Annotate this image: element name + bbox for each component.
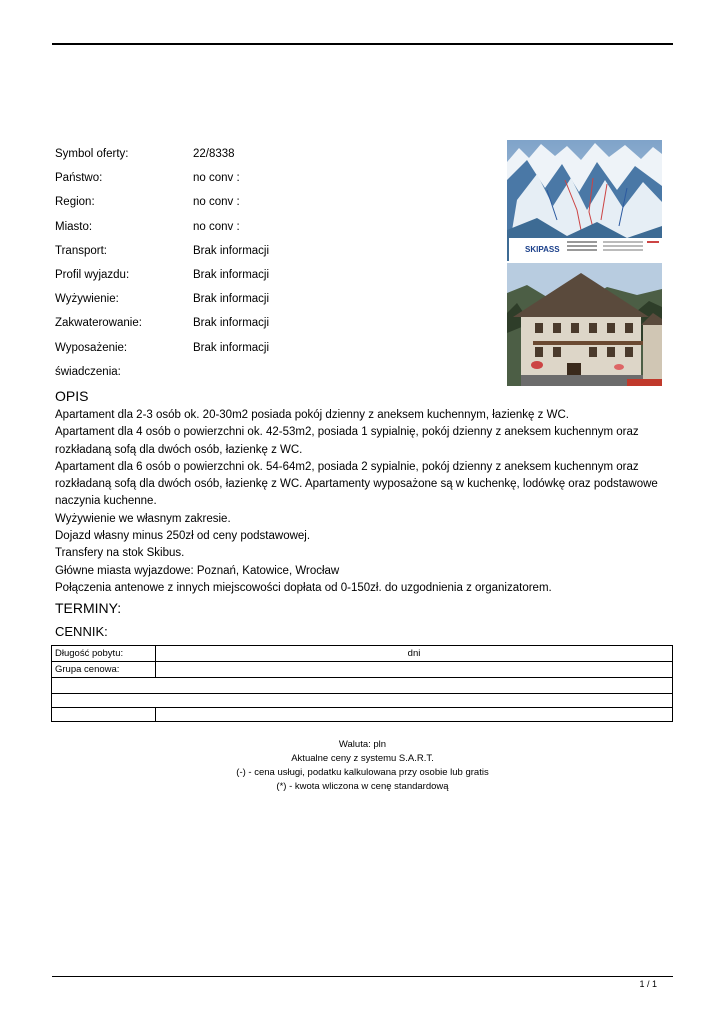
currency-note: Waluta: pln [338,739,387,750]
description-line: Połączenia antenowe z innych miejscowości dopłata od 0-150zł. do uzgodnienia z organizatorem. [55,581,552,594]
offer-label: Wyposażenie: [55,341,128,354]
offer-row [55,336,485,360]
offer-label: Wyżywienie: [55,293,119,306]
description-line: Apartament dla 2-3 osób ok. 20-30m2 posiada pokój dzienny z aneksem kuchennym, łazienkę z WC. [55,409,569,421]
offer-value: Brak informacji [193,317,270,330]
days-header: dni [156,646,673,662]
offer-label: Państwo: [55,172,103,185]
offer-value: Brak informacji [193,293,270,306]
table-row [52,678,673,694]
table-cell [156,708,673,722]
offer-value: no conv : [193,172,240,185]
description-line: Transfery na stok Skibus. [55,547,185,560]
offer-row [55,263,485,287]
hotel-photo [507,263,662,386]
offer-label: Symbol oferty: [55,148,129,161]
offer-row [55,311,485,335]
source-note: Aktualne ceny z systemu S.A.R.T. [291,753,434,764]
table-cell [52,678,673,694]
offer-label: Profil wyjazdu: [55,269,130,282]
price-group-label: Grupa cenowa: [52,662,156,678]
offer-label: Transport: [55,244,107,257]
table-row [52,646,673,662]
legend-note: (-) - cena usługi, podatku kalkulowana przy osobie lub gratis [236,767,489,778]
terminy-heading: TERMINY: [55,600,122,616]
table-cell [156,662,673,678]
table-cell [52,694,673,708]
price-table [51,645,673,722]
offer-row [55,166,485,190]
description-line: Apartament dla 6 osób o powierzchni ok. 54-64m2, posiada 2 sypialnie, pokój dzienny z aneksem kuchennym oraz rozkładaną sofą dla dwóch osób, łazienkę z WC. Apartamenty wyposażone są w kuchenkę, lodówkę oraz podstawowe naczynia kuchenne. [55,460,658,508]
table-row [52,708,673,722]
cennik-heading: CENNIK: [55,624,108,639]
offer-row [55,142,485,166]
legend-note: (*) - kwota wliczona w cenę standardową [276,781,449,792]
offer-row [55,215,485,239]
description-line: Apartament dla 4 osób o powierzchni ok. 42-53m2, posiada 1 sypialnię, pokój dzienny z aneksem kuchennym oraz rozkładaną sofą dla dwóch osób, łazienkę z WC. [55,426,639,456]
offer-value: 22/8338 [193,148,235,161]
ski-map-logo: SKIPASS [525,245,560,254]
offer-value: Brak informacji [193,244,270,257]
opis-heading: OPIS [55,388,89,404]
table-cell [52,708,156,722]
offer-row [55,287,485,311]
offer-label: Miasto: [55,220,93,233]
footer-rule [52,976,673,977]
description-line: Główne miasta wyjazdowe: Poznań, Katowice, Wrocław [55,564,340,577]
description-line: Wyżywienie we własnym zakresie. [55,512,231,525]
offer-value: no conv : [193,196,240,209]
price-notes [0,738,725,794]
stay-length-label: Długość pobytu: [52,646,156,662]
description-line: Dojazd własny minus 250zł od ceny podstawowej. [55,530,311,543]
header-rule [52,43,673,45]
page-number: 1 / 1 [639,979,657,989]
description [55,407,675,597]
offer-value: Brak informacji [193,341,270,354]
table-row [52,662,673,678]
offer-value: no conv : [193,220,240,233]
offer-row [55,360,485,384]
offer-label: świadczenia: [55,365,121,378]
offer-details [55,142,485,384]
offer-value: Brak informacji [193,269,270,282]
offer-row [55,239,485,263]
table-row [52,694,673,708]
offer-row [55,190,485,214]
ski-map-image [507,140,662,261]
offer-label: Zakwaterowanie: [55,317,142,330]
offer-label: Region: [55,196,95,209]
